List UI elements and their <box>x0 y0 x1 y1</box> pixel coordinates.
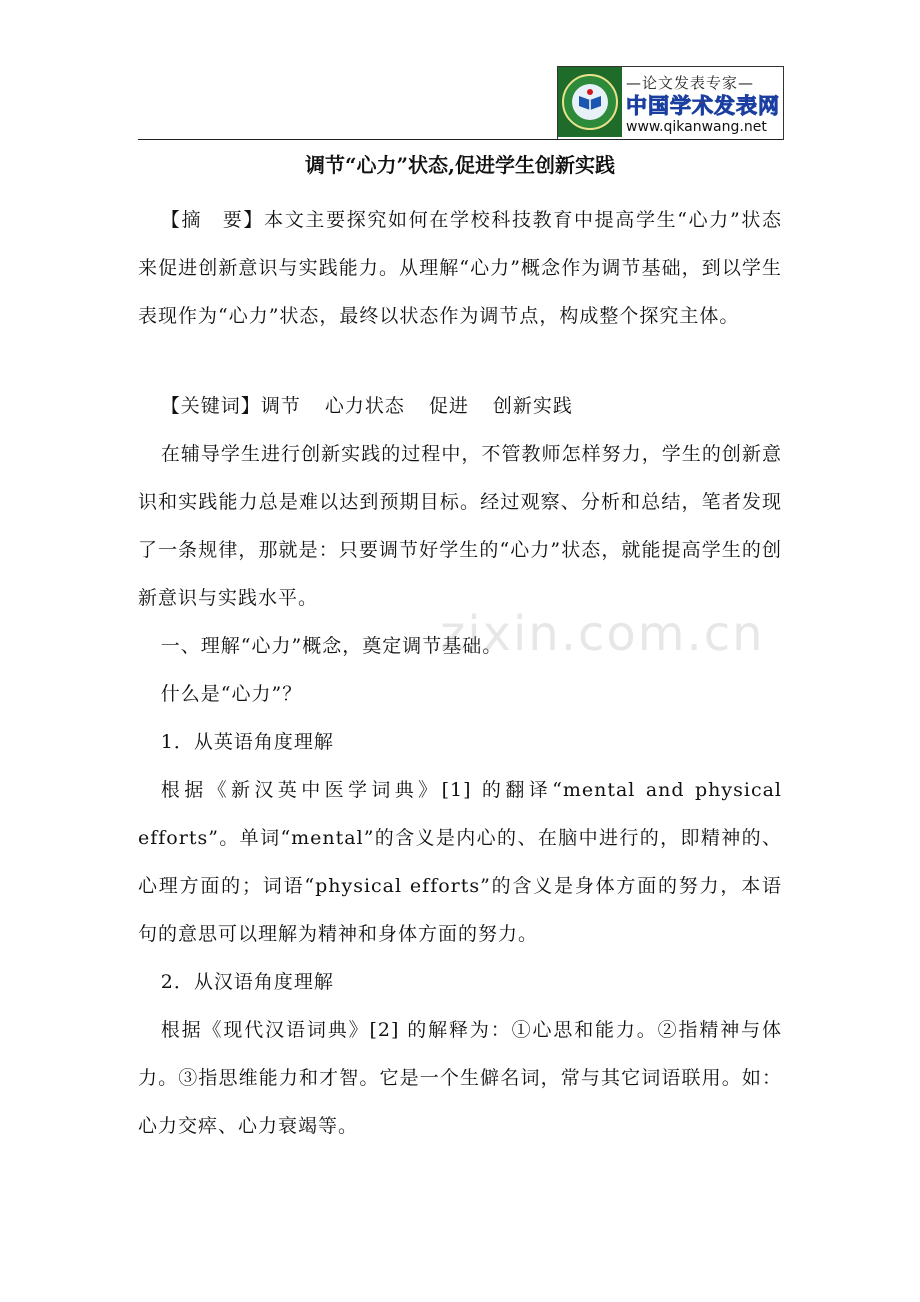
keywords-line <box>138 382 782 430</box>
section-heading: 一、理解“心力”概念，奠定调节基础。 <box>160 635 503 657</box>
logo-name: 中国学术发表网 <box>626 93 780 118</box>
keywords-label: 【关键词】 <box>160 395 261 417</box>
keyword: 心力状态 <box>324 395 405 417</box>
body-paragraph: 在辅导学生进行创新实践的过程中，不管教师怎样努力，学生的创新意识和实践能力总是难以达到预期目标。经过观察、分析和总结，笔者发现了一条规律，那就是：只要调节好学生的“心力”状态，就能提高学生的创新意识与实践水平。 <box>138 443 782 609</box>
document-title: 调节“心力”状态,促进学生创新实践 <box>305 153 615 177</box>
logo-tagline: —论文发表专家— <box>626 73 755 92</box>
book-seal-icon <box>560 72 620 132</box>
body-paragraph: 根据《新汉英中医学词典》[1] 的翻译“mental and physical efforts”。单词“mental”的含义是内心的、在脑中进行的，即精神的、心理方面的；词语“physical efforts”的含义是身体方面的努力，本语句的意思可以理解为精神和身体方面的努力。 <box>138 779 782 945</box>
abstract-paragraph: 【摘 要】本文主要探究如何在学校科技教育中提高学生“心力”状态来促进创新意识与实践能力。从理解“心力”概念作为调节基础，到以学生表现作为“心力”状态，最终以状态作为调节点，构成整个探究主体。 <box>138 209 782 327</box>
logo-url: www.qikanwang.net <box>626 118 767 135</box>
subsection-heading: 1．从英语角度理解 <box>160 731 334 753</box>
watermark: zixin.com.cn <box>440 606 765 662</box>
keyword: 促进 <box>428 395 469 417</box>
keyword: 调节 <box>260 395 301 417</box>
seal-emblem <box>558 67 622 137</box>
body-paragraph: 什么是“心力”？ <box>160 683 303 705</box>
keyword: 创新实践 <box>492 395 573 417</box>
header-divider <box>138 139 782 140</box>
body-paragraph: 根据《现代汉语词典》[2] 的解释为：①心思和能力。②指精神与体力。③指思维能力和才智。它是一个生僻名词，常与其它词语联用。如：心力交瘁、心力衰竭等。 <box>138 1019 782 1137</box>
site-logo <box>557 66 784 140</box>
subsection-heading: 2．从汉语角度理解 <box>160 971 334 993</box>
